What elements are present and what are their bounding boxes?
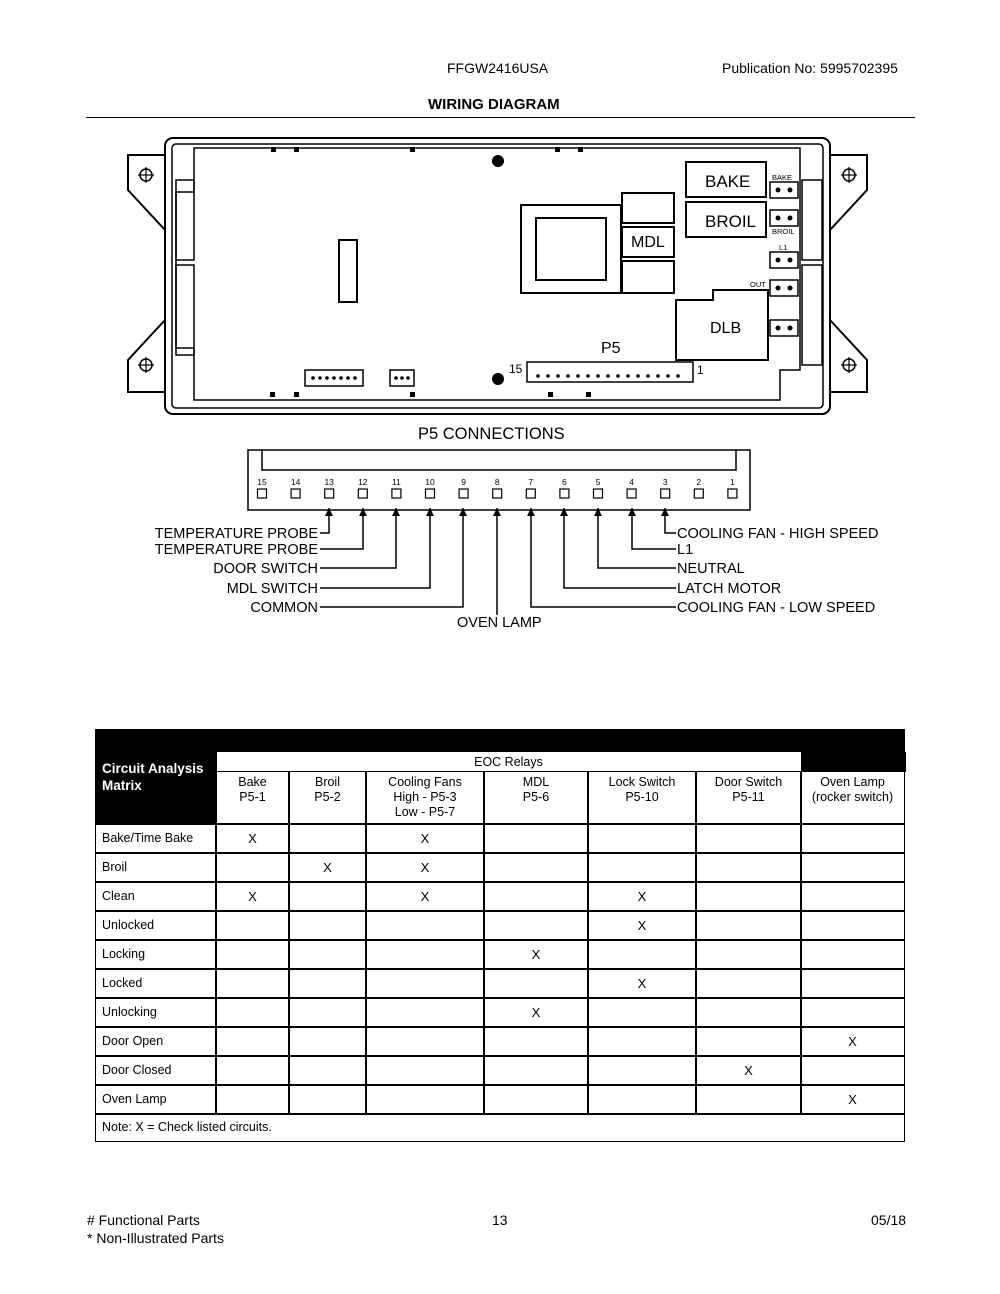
p5-pin-number: 13	[324, 477, 334, 487]
matrix-row-label: Locking	[102, 947, 146, 961]
p5-pin-terminal	[594, 489, 603, 498]
p5-label-8: OVEN LAMP	[457, 615, 542, 631]
p5-pin-number: 9	[461, 477, 466, 487]
circuit-analysis-matrix	[95, 729, 905, 1142]
p5-pin-number: 12	[358, 477, 368, 487]
matrix-cell: X	[744, 1063, 753, 1078]
p5-label-9: COMMON	[250, 600, 318, 616]
page-title: WIRING DIAGRAM	[428, 96, 560, 113]
matrix-row-label: Locked	[102, 976, 143, 990]
mdl-label: MDL	[631, 234, 665, 251]
p5-pin-terminal	[291, 489, 300, 498]
matrix-row-label: Door Open	[102, 1034, 164, 1048]
p5-label-3: COOLING FAN - HIGH SPEED	[677, 526, 879, 542]
p5-pin-terminal	[560, 489, 569, 498]
broil-terminal-label: BROIL	[772, 227, 795, 236]
p5-pin-terminal	[493, 489, 502, 498]
bake-relay-label: BAKE	[705, 172, 751, 191]
matrix-cell: X	[248, 889, 257, 904]
p5-connections-diagram	[0, 445, 1000, 635]
p5-pin-terminal	[258, 489, 267, 498]
p5-pin-terminal	[459, 489, 468, 498]
p5-pin-number: 8	[494, 477, 500, 487]
l1-terminal-label: L1	[779, 243, 788, 252]
p5-label-4: L1	[677, 542, 694, 558]
eoc-relays-header: EOC Relays	[216, 752, 801, 772]
p5-pin-number: 14	[290, 477, 301, 487]
matrix-row-label: Broil	[102, 860, 128, 874]
p5-label-6: LATCH MOTOR	[677, 581, 782, 597]
matrix-note: Note: X = Check listed circuits.	[102, 1120, 272, 1134]
p5-pin-terminal	[661, 489, 670, 498]
p5-pin-number: 10	[425, 477, 435, 487]
p5-label-5: NEUTRAL	[677, 561, 745, 577]
p5-pin-terminal	[358, 489, 367, 498]
matrix-column-header: Cooling Fans High - P5-3 Low - P5-7	[388, 775, 462, 819]
p5-pin-number: 11	[391, 477, 401, 487]
matrix-cell: X	[323, 860, 332, 875]
matrix-column-header: Oven Lamp (rocker switch)	[811, 775, 894, 804]
matrix-column-header: MDL P5-6	[522, 775, 550, 804]
matrix-corner-bar	[801, 752, 906, 772]
p5-label: P5	[601, 340, 621, 357]
p5-label-13: TEMPERATURE PROBE	[154, 526, 318, 542]
p5-label-7: COOLING FAN - LOW SPEED	[677, 600, 876, 616]
matrix-row-label: Door Closed	[102, 1063, 172, 1077]
matrix-cell: X	[420, 889, 430, 904]
matrix-title: Circuit Analysis Matrix	[96, 752, 216, 824]
dlb-label: DLB	[710, 320, 742, 337]
matrix-row-label: Unlocked	[102, 918, 155, 932]
matrix-column-header: Lock Switch P5-10	[608, 775, 676, 804]
functional-parts-legend: # Functional Parts	[87, 1212, 200, 1228]
out-terminal-label: OUT	[750, 280, 766, 289]
non-illustrated-legend: * Non-Illustrated Parts	[87, 1230, 224, 1246]
matrix-cell: X	[420, 860, 430, 875]
p5-pin-terminal	[392, 489, 401, 498]
matrix-grid-line	[215, 752, 217, 1113]
page-number: 13	[492, 1212, 508, 1228]
p5-pin-number: 1	[730, 477, 735, 487]
p5-pin-number: 15	[257, 477, 267, 487]
model-number: FFGW2416USA	[447, 60, 549, 76]
matrix-row-label: Unlocking	[102, 1005, 157, 1019]
header-rule	[86, 117, 915, 118]
publication-number: Publication No: 5995702395	[722, 60, 898, 76]
p5-label-11: DOOR SWITCH	[213, 561, 318, 577]
p5-pin-terminal	[728, 489, 737, 498]
p5-pin-number: 2	[696, 477, 702, 487]
p5-pin-terminal	[325, 489, 334, 498]
p5-left-number: 15	[509, 362, 523, 376]
p5-pin-terminal	[426, 489, 435, 498]
p5-pin-number: 4	[629, 477, 634, 487]
p5-label-10: MDL SWITCH	[226, 581, 318, 597]
matrix-cell: X	[531, 1005, 541, 1020]
matrix-column-header: Broil P5-2	[314, 775, 341, 804]
p5-pin-number: 6	[562, 477, 567, 487]
revision-date: 05/18	[871, 1212, 907, 1228]
p5-pin-terminal	[694, 489, 703, 498]
matrix-top-bar	[96, 730, 904, 752]
matrix-row-label: Clean	[102, 889, 135, 903]
matrix-cell: X	[637, 976, 647, 991]
bake-terminal-label: BAKE	[772, 173, 793, 182]
matrix-column-header: Bake P5-1	[238, 775, 267, 804]
p5-pin-number: 7	[528, 477, 534, 487]
control-board-diagram	[0, 130, 1000, 420]
matrix-column-header: Door Switch P5-11	[714, 775, 783, 804]
p5-pin-terminal	[526, 489, 535, 498]
p5-label-12: TEMPERATURE PROBE	[154, 542, 318, 558]
matrix-cell: X	[848, 1092, 857, 1107]
broil-relay-label: BROIL	[705, 212, 757, 231]
p5-pin-number: 5	[595, 477, 601, 487]
p5-pin-number: 3	[662, 477, 668, 487]
p5-connections-heading: P5 CONNECTIONS	[418, 425, 565, 443]
matrix-cell: X	[637, 889, 647, 904]
matrix-cell: X	[848, 1034, 857, 1049]
matrix-row-label: Bake/Time Bake	[102, 831, 194, 845]
matrix-cell: X	[637, 918, 647, 933]
p5-pin-terminal	[627, 489, 636, 498]
matrix-row-label: Oven Lamp	[102, 1092, 167, 1106]
p5-right-number: 1	[697, 363, 704, 377]
matrix-cell: X	[531, 947, 541, 962]
matrix-cell: X	[248, 831, 257, 846]
matrix-cell: X	[420, 831, 430, 846]
